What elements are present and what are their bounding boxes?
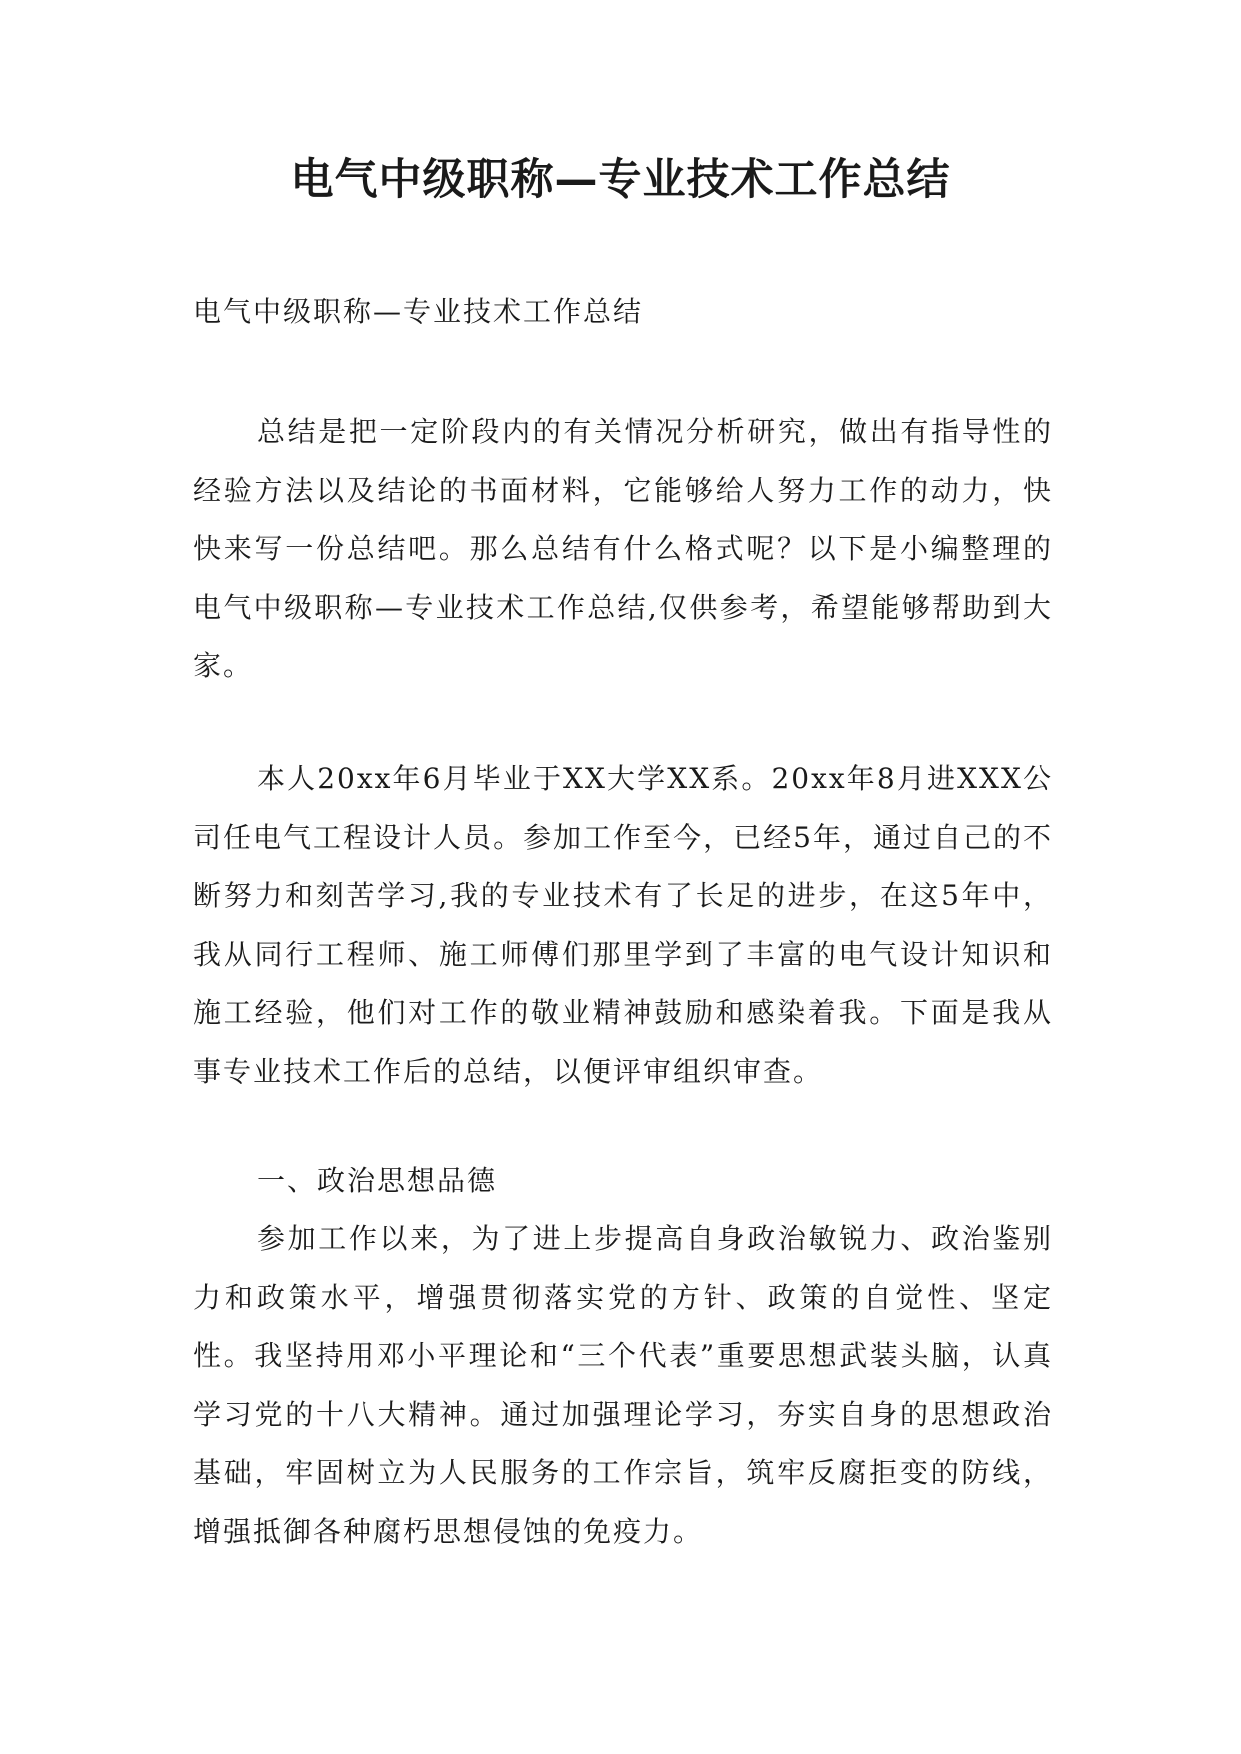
intro-paragraph: 总结是把一定阶段内的有关情况分析研究，做出有指导性的经验方法以及结论的书面材料，它能够给人努力工作的动力，快快来写一份总结吧。那么总结有什么格式呢？以下是小编整理的电气中级职称—专业技术工作总结,仅供参考，希望能够帮助到大家。 [193,415,1053,682]
background-paragraph: 本人20xx年6月毕业于XX大学XX系。20xx年8月进XXX公司任电气工程设计人员。参加工作至今，已经5年，通过自己的不断努力和刻苦学习,我的专业技术有了长足的进步，在这5年中，我从同行工程师、施工师傅们那里学到了丰富的电气设计知识和施工经验，他们对工作的敬业精神鼓励和感染着我。下面是我从事专业技术工作后的总结，以便评审组织审查。 [193,762,1053,1088]
section-heading-political: 一、政治思想品德 [257,1164,498,1197]
document-subtitle: 电气中级职称—专业技术工作总结 [193,295,644,328]
section-body-political: 参加工作以来，为了进上步提高自身政治敏锐力、政治鉴别力和政策水平，增强贯彻落实党的方针、政策的自觉性、坚定性。我坚持用邓小平理论和“三个代表”重要思想武装头脑，认真学习党的十八大精神。通过加强理论学习，夯实自身的思想政治基础，牢固树立为人民服务的工作宗旨，筑牢反腐拒变的防线，增强抵御各种腐朽思想侵蚀的免疫力。 [193,1222,1053,1548]
document-title: 电气中级职称—专业技术工作总结 [290,155,951,205]
